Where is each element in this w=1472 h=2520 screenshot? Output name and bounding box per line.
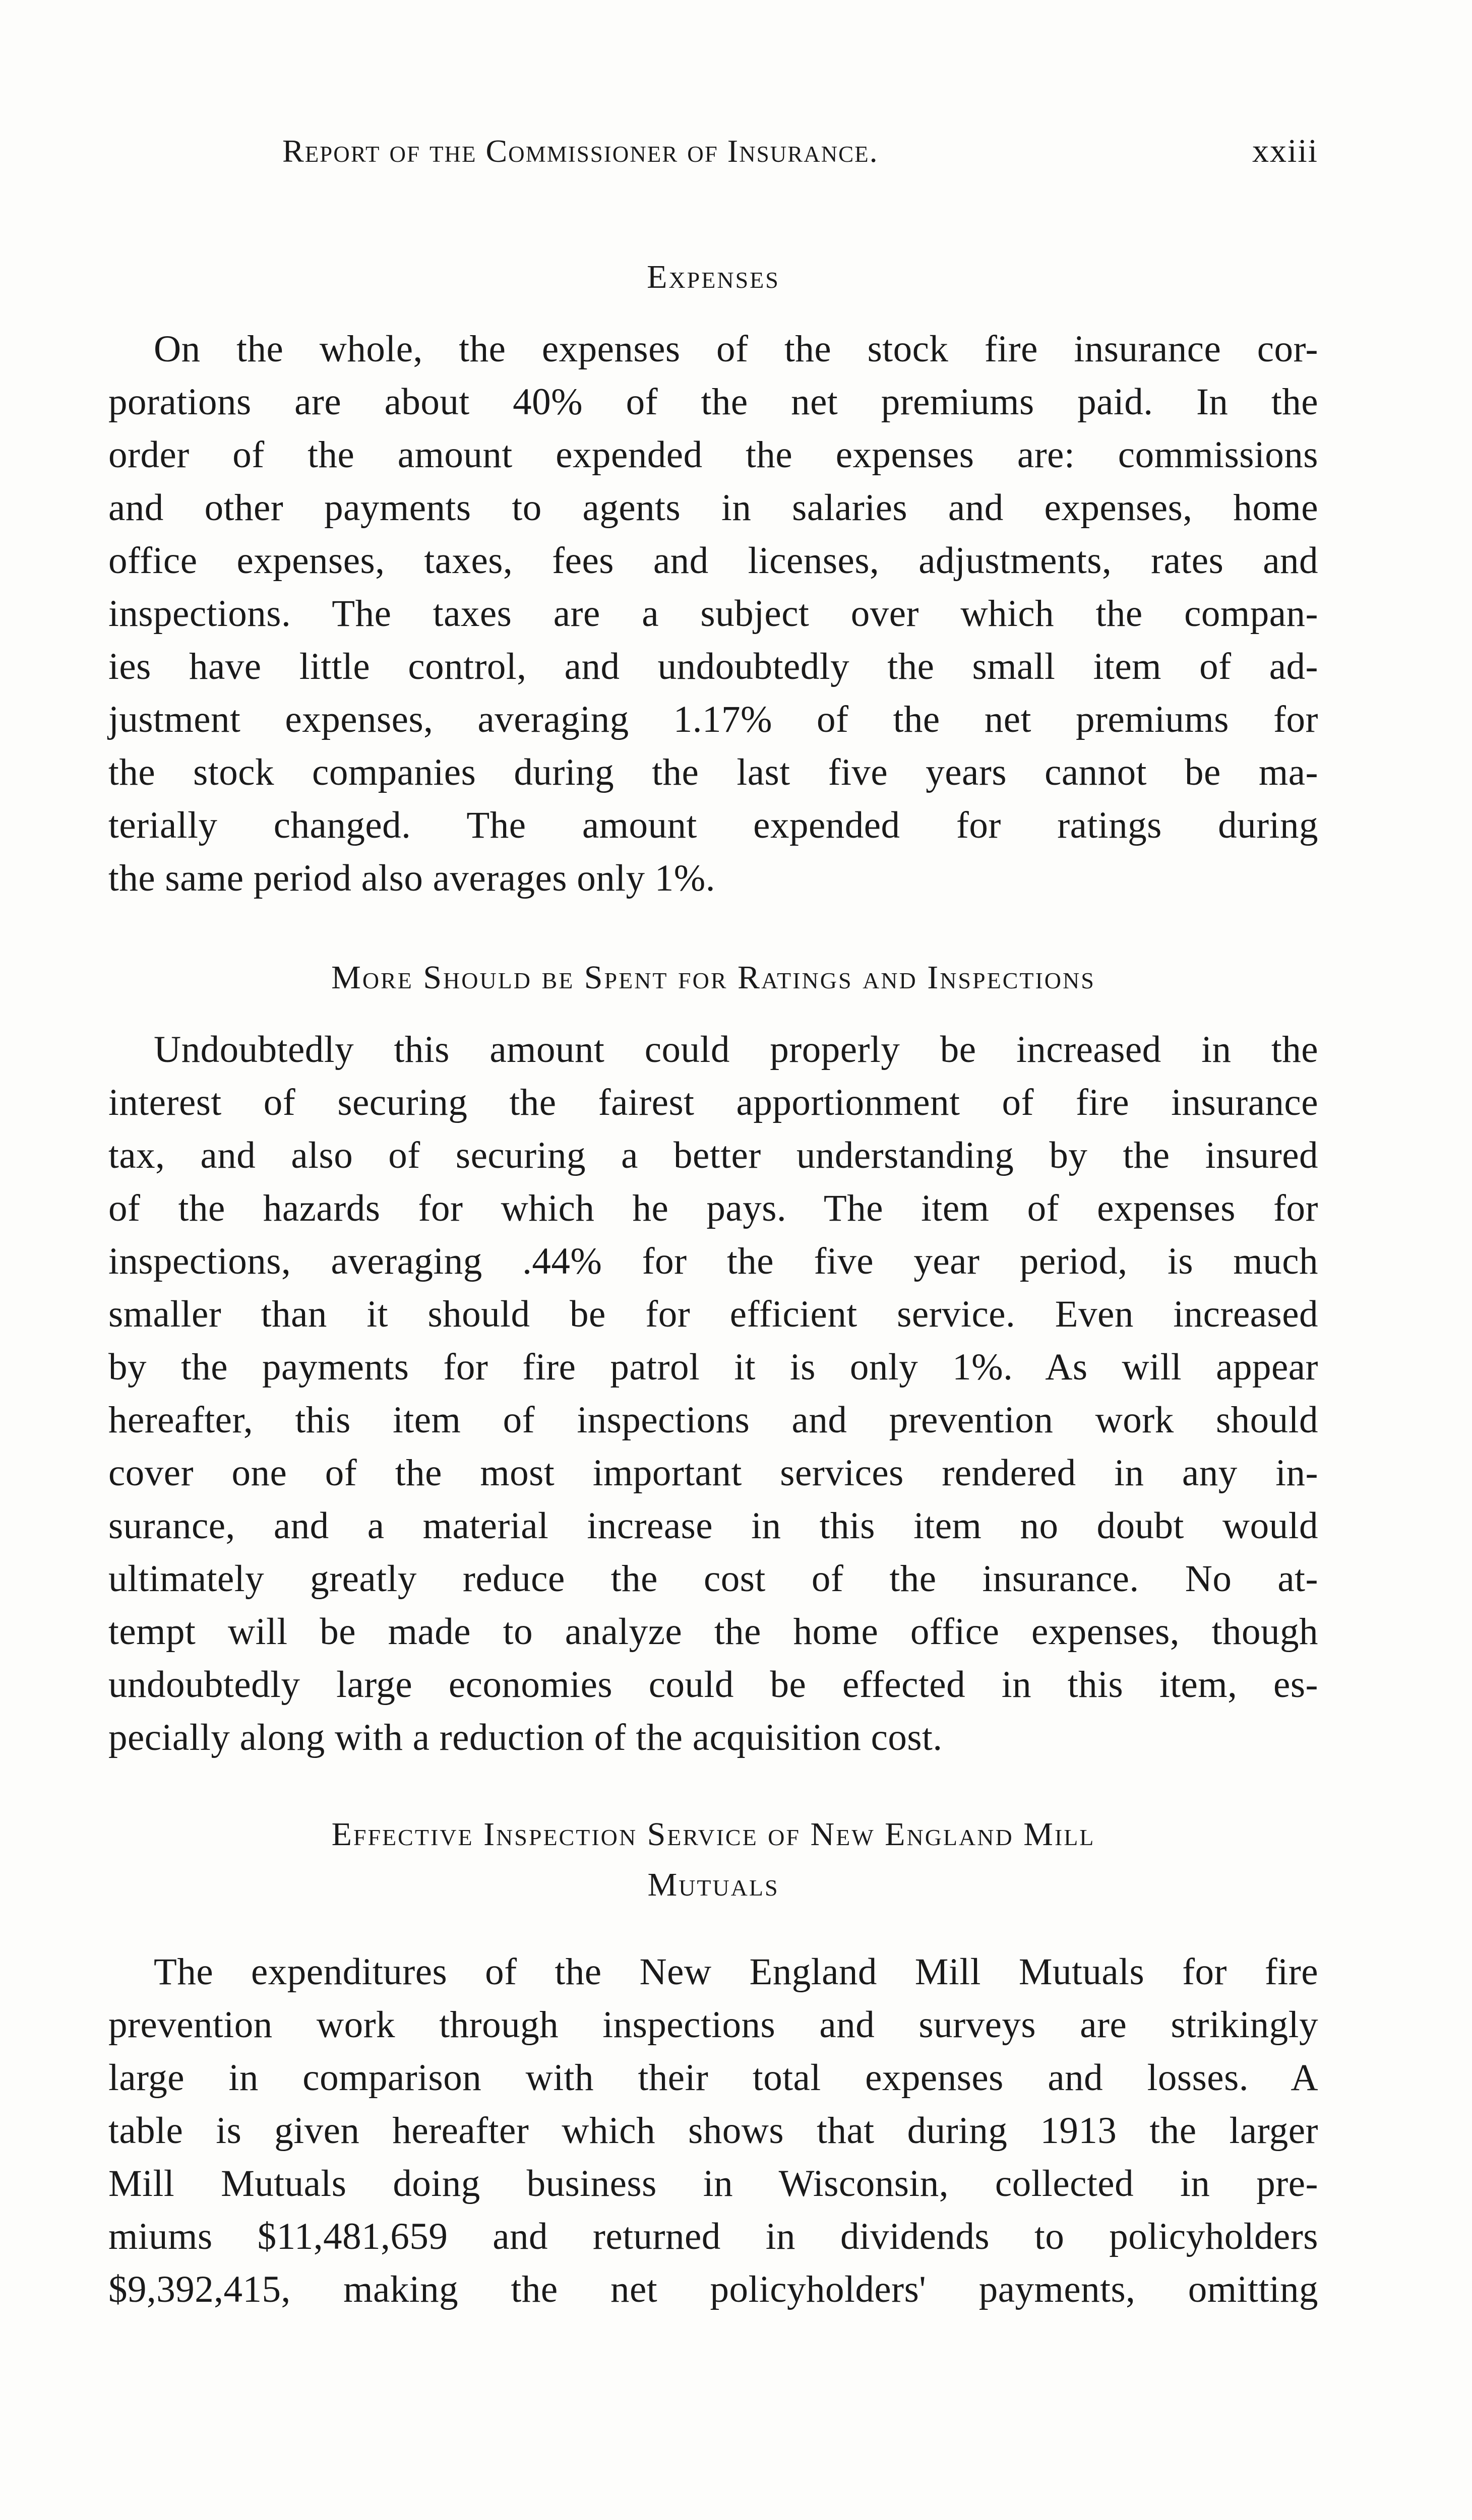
paragraph-line: interest of securing the fairest apportionment of fire insurance bbox=[108, 1082, 1318, 1123]
paragraph-line: the stock companies during the last five years cannot be ma- bbox=[108, 751, 1318, 793]
section-heading-expenses: Expenses bbox=[647, 259, 780, 295]
paragraph-line: the same period also averages only 1%. bbox=[108, 857, 716, 899]
paragraph-line: smaller than it should be for efficient service. Even increased bbox=[108, 1293, 1318, 1335]
paragraph-line: inspections, averaging .44% for the five year period, is much bbox=[108, 1240, 1318, 1282]
paragraph-line: and other payments to agents in salaries and expenses, home bbox=[108, 487, 1318, 529]
page-number: xxiii bbox=[1252, 133, 1318, 169]
paragraph-line: large in comparison with their total expenses and losses. A bbox=[108, 2057, 1318, 2099]
paragraph-mill-mutuals bbox=[108, 1945, 1318, 2316]
paragraph-line: ies have little control, and undoubtedly the small item of ad- bbox=[108, 646, 1318, 687]
paragraph-line: hereafter, this item of inspections and prevention work should bbox=[108, 1399, 1318, 1441]
section-heading-ratings-inspections: More Should be Spent for Ratings and Inspections bbox=[331, 959, 1095, 996]
paragraph-line: ultimately greatly reduce the cost of the insurance. No at- bbox=[108, 1558, 1318, 1600]
running-head bbox=[282, 132, 1318, 177]
paragraph-line: porations are about 40% of the net premiums paid. In the bbox=[108, 381, 1318, 423]
paragraph-line: cover one of the most important services rendered in any in- bbox=[108, 1452, 1318, 1494]
paragraph-line: pecially along with a reduction of the acquisition cost. bbox=[108, 1717, 943, 1758]
paragraph-line: On the whole, the expenses of the stock fire insurance cor- bbox=[154, 328, 1318, 370]
section-heading-mill-mutuals-line1: Effective Inspection Service of New England Mill bbox=[331, 1816, 1095, 1853]
paragraph-line: by the payments for fire patrol it is only 1%. As will appear bbox=[108, 1346, 1318, 1388]
paragraph-line: of the hazards for which he pays. The item of expenses for bbox=[108, 1187, 1318, 1229]
paragraph-line: surance, and a material increase in this item no doubt would bbox=[108, 1505, 1318, 1547]
paragraph-line: tax, and also of securing a better understanding by the insured bbox=[108, 1135, 1318, 1176]
paragraph-line: tempt will be made to analyze the home office expenses, though bbox=[108, 1611, 1318, 1653]
paragraph-line: order of the amount expended the expenses are: commissions bbox=[108, 434, 1318, 476]
paragraph-line: inspections. The taxes are a subject over which the compan- bbox=[108, 593, 1318, 635]
paragraph-line: prevention work through inspections and surveys are strikingly bbox=[108, 2004, 1318, 2046]
section-heading-mill-mutuals-line2: Mutuals bbox=[647, 1866, 779, 1903]
paragraph-ratings-inspections bbox=[108, 1023, 1318, 1764]
paragraph-line: justment expenses, averaging 1.17% of the net premiums for bbox=[108, 699, 1318, 740]
paragraph-line: office expenses, taxes, fees and licenses, adjustments, rates and bbox=[108, 540, 1318, 582]
paragraph-line: table is given hereafter which shows that during 1913 the larger bbox=[108, 2110, 1318, 2152]
paragraph-line: undoubtedly large economies could be effected in this item, es- bbox=[108, 1664, 1318, 1706]
paragraph-expenses bbox=[108, 323, 1318, 905]
paragraph-line: miums $11,481,659 and returned in dividends to policyholders bbox=[108, 2216, 1318, 2257]
paragraph-line: terially changed. The amount expended for ratings during bbox=[108, 804, 1318, 846]
paragraph-line: Undoubtedly this amount could properly be increased in the bbox=[154, 1029, 1318, 1070]
paragraph-line: Mill Mutuals doing business in Wisconsin, collected in pre- bbox=[108, 2163, 1318, 2204]
paragraph-line: $9,392,415, making the net policyholders' payments, omitting bbox=[108, 2269, 1318, 2310]
running-head-title: Report of the Commissioner of Insurance. bbox=[282, 133, 879, 169]
paragraph-line: The expenditures of the New England Mill Mutuals for fire bbox=[154, 1951, 1318, 1993]
